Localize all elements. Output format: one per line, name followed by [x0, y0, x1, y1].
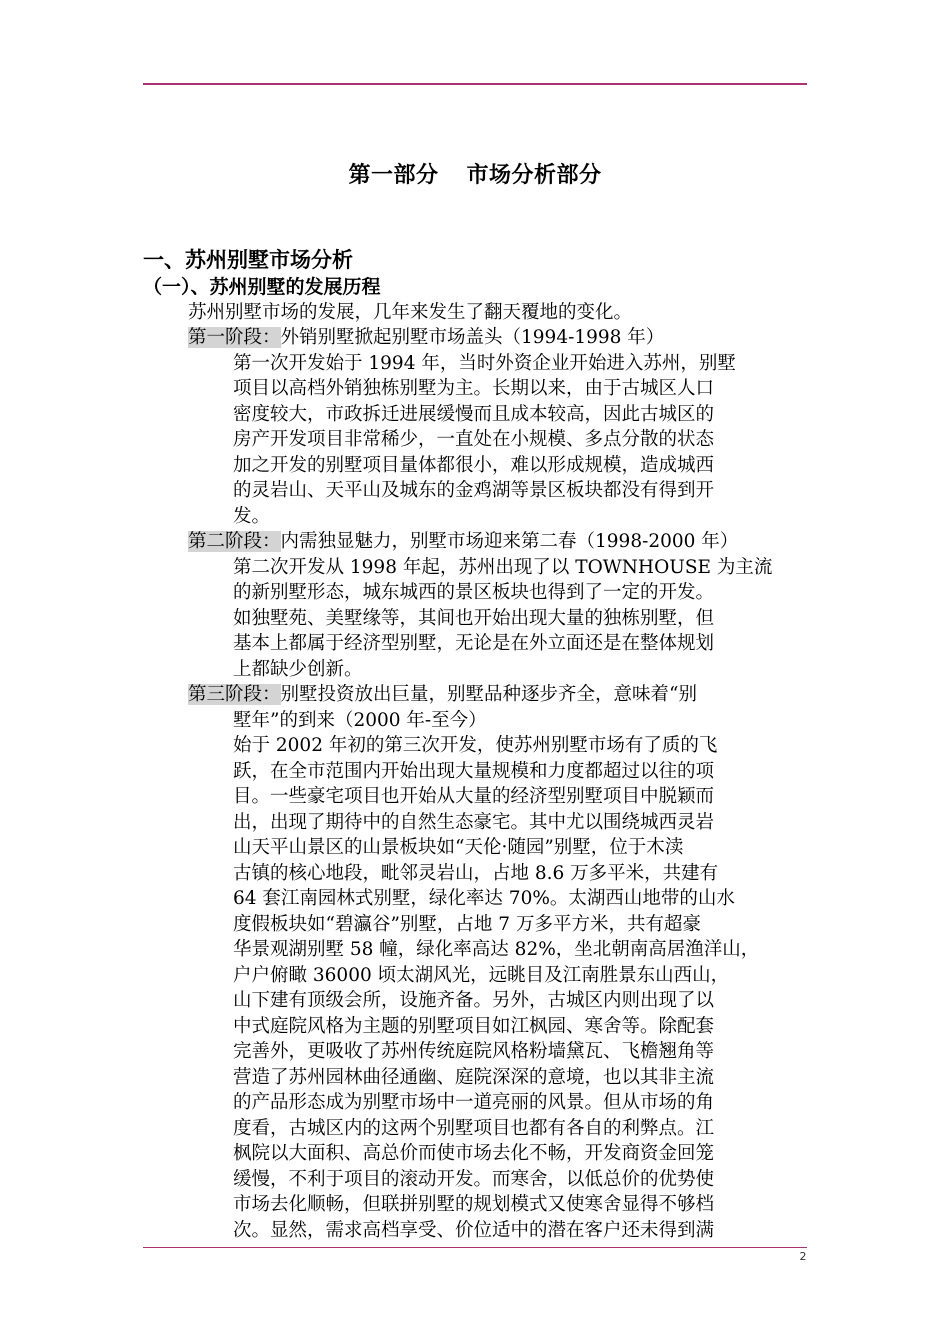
body-line: 始于 2002 年初的第三次开发，使苏州别墅市场有了质的飞 — [233, 735, 718, 756]
stage-title-text: 外销别墅掀起别墅市场盖头（1994-1998 年） — [280, 327, 665, 348]
body-line: 完善外，更吸收了苏州传统庭院风格粉墙黛瓦、飞檐翘角等 — [233, 1041, 715, 1062]
page-number: 2 — [799, 1250, 807, 1263]
stage-title-line — [188, 529, 810, 555]
body-line: 密度较大，市政拆迁进展缓慢而且成本较高，因此古城区的 — [233, 403, 715, 425]
part-title-number: 第一部分 — [348, 162, 439, 188]
stage-label: 第一阶段： — [188, 327, 281, 348]
part-title — [143, 160, 807, 190]
body-line: 营造了苏州园林曲径通幽、庭院深深的意境，也以其非主流 — [233, 1066, 715, 1088]
body-line: 缓慢，不利于项目的滚动开发。而寒舍，以低总价的优势使 — [233, 1168, 715, 1190]
stage-body — [233, 733, 813, 1243]
body-line: 华景观湖别墅 58 幢，绿化率高达 82%，坐北朝南高居渔洋山， — [233, 939, 760, 960]
stage-body — [233, 555, 813, 683]
document-body — [143, 245, 823, 1243]
body-line: 枫院以大面积、高总价而使市场去化不畅，开发商资金回笼 — [233, 1143, 715, 1164]
stage-title — [188, 529, 810, 555]
body-line: 房产开发项目非常稀少，一直处在小规模、多点分散的状态 — [233, 429, 715, 450]
stage-title-line: 墅年”的到来（2000 年-至今） — [233, 709, 487, 731]
footer-rule — [143, 1247, 807, 1248]
part-title-name: 市场分析部分 — [466, 162, 602, 188]
stage-title-line — [188, 325, 810, 351]
body-line: 的新别墅形态，城东城西的景区板块也得到了一定的开发。 — [233, 582, 715, 603]
body-line: 跃，在全市范围内开始出现大量规模和力度都超过以往的项 — [233, 760, 715, 782]
stage-2 — [143, 529, 823, 682]
stage-1 — [143, 325, 823, 529]
header-rule — [143, 83, 807, 85]
body-line: 古镇的核心地段，毗邻灵岩山，占地 8.6 万多平米，共建有 — [233, 862, 719, 884]
body-line: 加之开发的别墅项目量体都很小，难以形成规模，造成城西 — [233, 454, 715, 476]
subsection-heading: （一）、苏州别墅的发展历程 — [143, 276, 381, 298]
body-line: 中式庭院风格为主题的别墅项目如江枫园、寒舍等。除配套 — [233, 1015, 715, 1037]
stage-title-text: 内需独显魅力，别墅市场迎来第二春（1998-2000 年） — [280, 531, 739, 552]
stage-3 — [143, 682, 823, 1243]
stage-body — [233, 351, 813, 530]
body-line: 的产品形态成为别墅市场中一道亮丽的风景。但从市场的角 — [233, 1092, 715, 1113]
stage-label: 第二阶段： — [188, 531, 281, 552]
body-line: 次。显然，需求高档享受、价位适中的潜在客户还未得到满 — [233, 1219, 715, 1241]
body-line: 的灵岩山、天平山及城东的金鸡湖等景区板块都没有得到开 — [233, 480, 715, 501]
body-line: 目。一些豪宅项目也开始从大量的经济型别墅项目中脱颖而 — [233, 786, 715, 807]
body-line: 山天平山景区的山景板块如“天伦·随园”别墅，位于木渎 — [233, 837, 684, 858]
body-line: 上都缺少创新。 — [233, 658, 363, 680]
body-line: 户户俯瞰 36000 顷太湖风光，远眺目及江南胜景东山西山， — [233, 964, 730, 986]
body-line: 度假板块如“碧瀛谷”别墅，占地 7 万多平方米，共有超豪 — [233, 913, 701, 935]
stage-title — [188, 325, 810, 351]
body-line: 64 套江南园林式别墅，绿化率达 70%。太湖西山地带的山水 — [233, 888, 735, 909]
body-line: 发。 — [233, 505, 271, 527]
body-line: 度看，古城区内的这两个别墅项目也都有各自的利弊点。江 — [233, 1117, 715, 1139]
body-line: 基本上都属于经济型别墅，无论是在外立面还是在整体规划 — [233, 633, 715, 654]
body-line: 山下建有顶级会所，设施齐备。另外，古城区内则出现了以 — [233, 990, 715, 1011]
intro-paragraph: 苏州别墅市场的发展，几年来发生了翻天覆地的变化。 — [188, 302, 633, 323]
body-line: 第一次开发始于 1994 年，当时外资企业开始进入苏州，别墅 — [233, 352, 736, 374]
stage-title-text: 别墅投资放出巨量，别墅品种逐步齐全，意味着“别 — [280, 684, 697, 705]
stage-title-line — [188, 682, 810, 708]
section-heading: 一、苏州别墅市场分析 — [143, 247, 353, 272]
body-line: 出，出现了期待中的自然生态豪宅。其中尤以围绕城西灵岩 — [233, 811, 715, 833]
stage-title — [188, 682, 810, 733]
body-line: 如独墅苑、美墅缘等，其间也开始出现大量的独栋别墅，但 — [233, 607, 715, 629]
stage-label: 第三阶段： — [188, 684, 281, 705]
body-line: 市场去化顺畅，但联拼别墅的规划模式又使寒舍显得不够档 — [233, 1194, 715, 1215]
body-line: 项目以高档外销独栋别墅为主。长期以来，由于古城区人口 — [233, 378, 715, 399]
body-line: 第二次开发从 1998 年起，苏州出现了以 TOWNHOUSE 为主流 — [233, 556, 773, 578]
